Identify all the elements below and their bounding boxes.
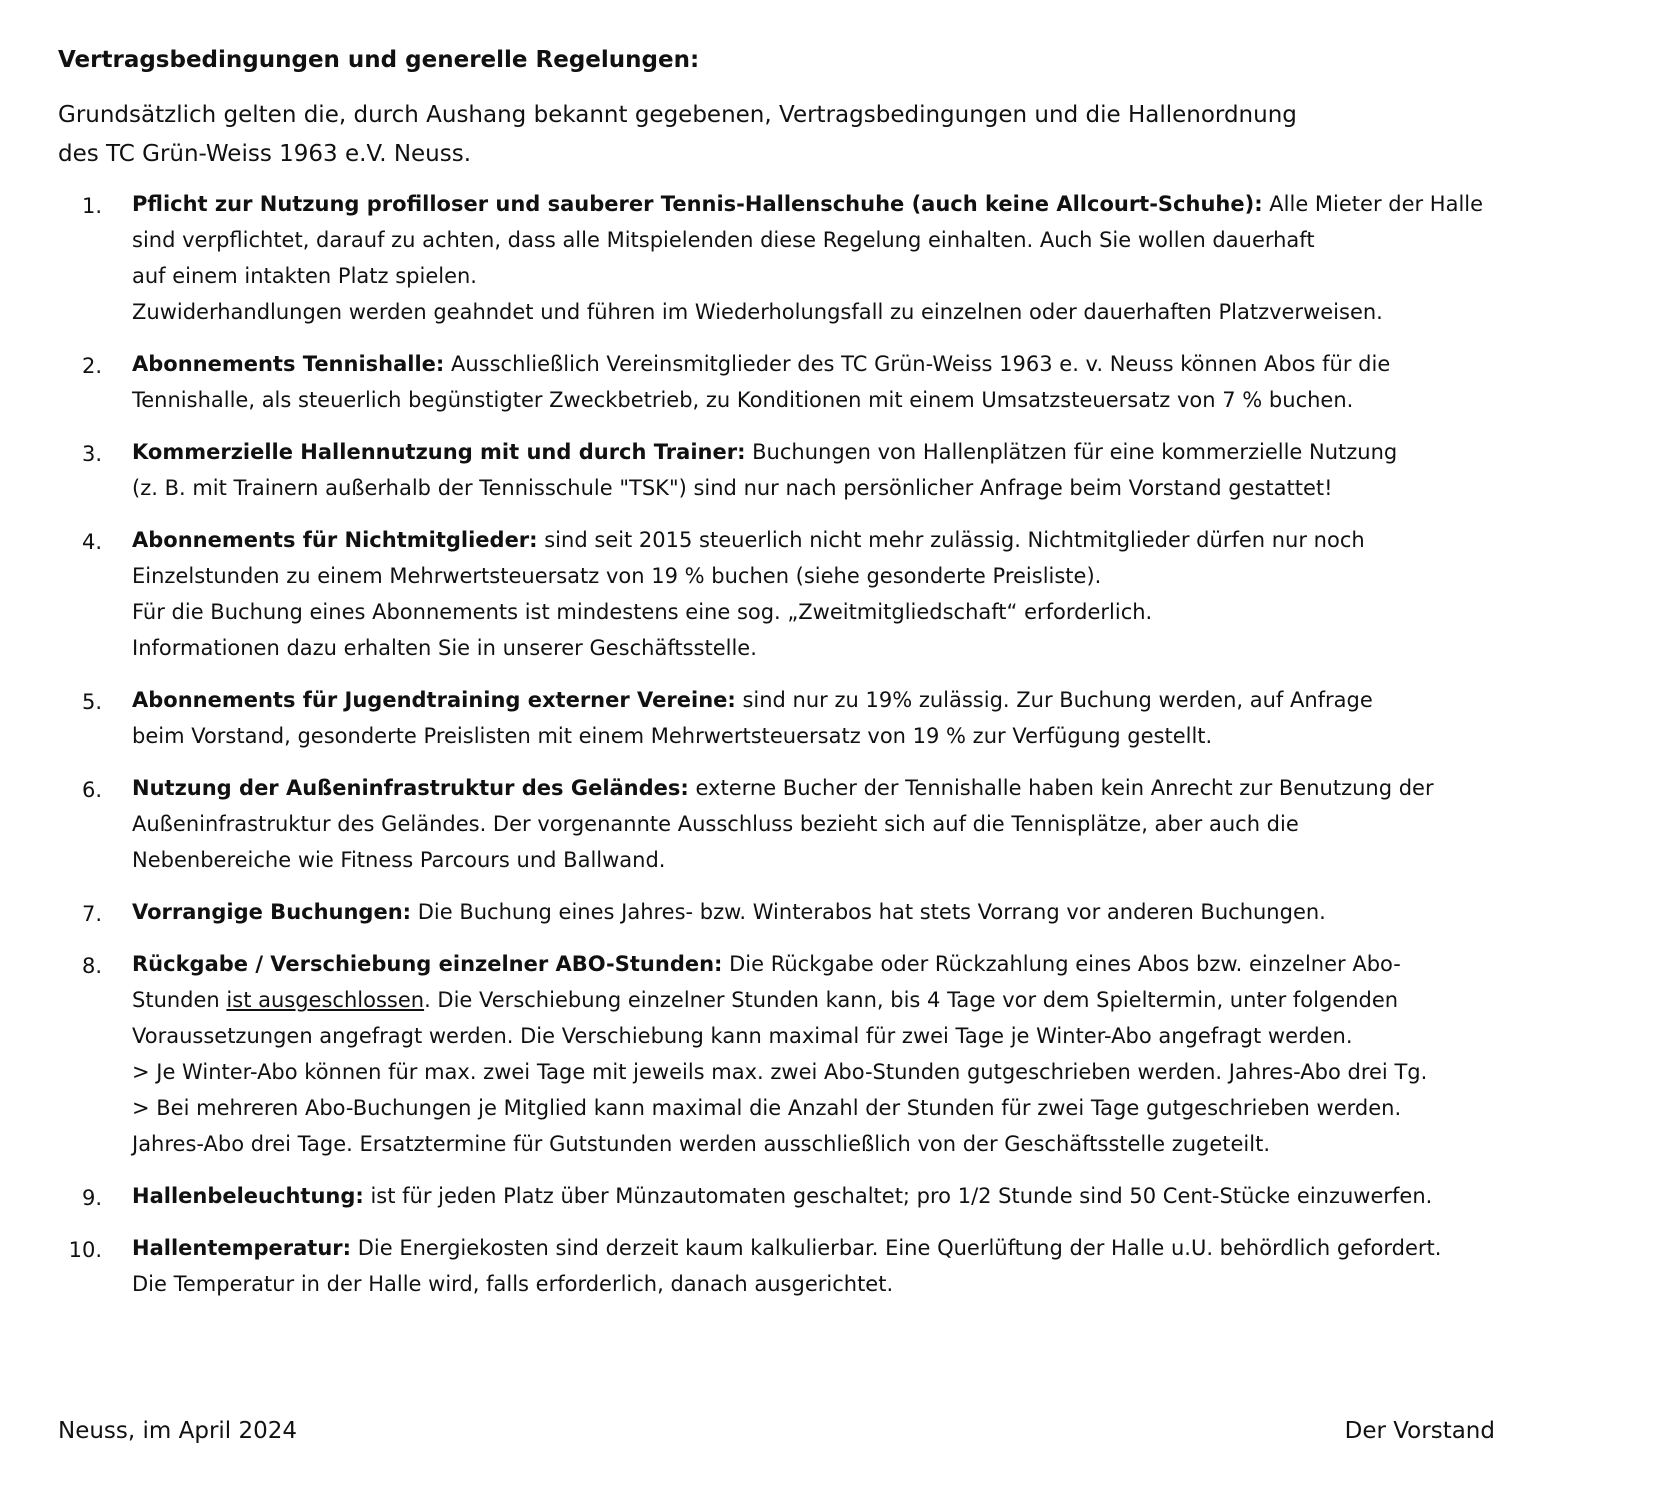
rule-line (132, 894, 1618, 930)
rule-item (58, 1230, 1618, 1302)
rule-number: 9. (81, 1186, 102, 1211)
rule-number: 7. (81, 902, 102, 927)
intro-line: des TC Grün-Weiss 1963 e.V. Neuss. (58, 140, 472, 167)
rule-line (132, 346, 1618, 382)
rule-item (58, 894, 1618, 930)
rule-title: Hallentemperatur: (132, 1236, 352, 1261)
rule-line: (z. B. mit Trainern außerhalb der Tennisschule "TSK") sind nur nach persönlicher Anfrage beim Vorstand gestattet! (132, 476, 1333, 501)
rule-title: Abonnements für Nichtmitglieder: (132, 528, 538, 553)
rule-text: Stunden (132, 988, 227, 1013)
rule-line: Jahres-Abo drei Tage. Ersatztermine für Gutstunden werden ausschließlich von der Geschäftsstelle zugeteilt. (132, 1132, 1271, 1157)
rules-list (58, 186, 1618, 1302)
rule-text: ist für jeden Platz über Münzautomaten geschaltet; pro 1/2 Stunde sind 50 Cent-Stücke einzuwerfen. (363, 1184, 1433, 1209)
rule-text: Die Buchung eines Jahres- bzw. Winterabos hat stets Vorrang vor anderen Buchungen. (411, 900, 1326, 925)
rule-text: externe Bucher der Tennishalle haben kein Anrecht zur Benutzung der (688, 776, 1434, 801)
rule-line: > Je Winter-Abo können für max. zwei Tage mit jeweils max. zwei Abo-Stunden gutgeschrieben werden. Jahres-Abo drei Tg. (132, 1060, 1428, 1085)
rule-text: Die Energiekosten sind derzeit kaum kalkulierbar. Eine Querlüftung der Halle u.U. behördlich gefordert. (351, 1236, 1442, 1261)
rule-line: Nebenbereiche wie Fitness Parcours und Ballwand. (132, 848, 666, 873)
rule-line (132, 522, 1618, 558)
rule-item (58, 186, 1618, 330)
rule-item (58, 434, 1618, 506)
rule-line (132, 186, 1618, 222)
rule-line: Voraussetzungen angefragt werden. Die Verschiebung kann maximal für zwei Tage je Winter-Abo angefragt werden. (132, 1024, 1353, 1049)
rule-title: Kommerzielle Hallennutzung mit und durch Trainer: (132, 440, 746, 465)
rule-line (132, 682, 1618, 718)
rule-line: Außeninfrastruktur des Geländes. Der vorgenannte Ausschluss bezieht sich auf die Tennisplätze, aber auch die (132, 812, 1299, 837)
rule-item (58, 522, 1618, 666)
rule-item (58, 1178, 1618, 1214)
intro-paragraph (58, 96, 1618, 174)
rule-text: . Die Verschiebung einzelner Stunden kann, bis 4 Tage vor dem Spieltermin, unter folgenden (424, 988, 1399, 1013)
document-page (58, 46, 1618, 1318)
rule-title: Vorrangige Buchungen: (132, 900, 412, 925)
rule-line (132, 434, 1618, 470)
place-date: Neuss, im April 2024 (58, 1418, 298, 1444)
rule-text: Die Rückgabe oder Rückzahlung eines Abos bzw. einzelner Abo- (722, 952, 1401, 977)
rule-number: 4. (81, 530, 102, 555)
rule-number: 8. (81, 954, 102, 979)
rule-line (132, 1178, 1618, 1214)
rule-line: Zuwiderhandlungen werden geahndet und führen im Wiederholungsfall zu einzelnen oder dauerhaften Platzverweisen. (132, 300, 1383, 325)
rule-line: sind verpflichtet, darauf zu achten, dass alle Mitspielenden diese Regelung einhalten. Auch Sie wollen dauerhaft (132, 228, 1315, 253)
rule-line: Einzelstunden zu einem Mehrwertsteuersatz von 19 % buchen (siehe gesonderte Preisliste). (132, 564, 1102, 589)
rule-item (58, 346, 1618, 418)
rule-number: 1. (81, 194, 102, 219)
rule-line: Die Temperatur in der Halle wird, falls erforderlich, danach ausgerichtet. (132, 1272, 894, 1297)
rule-line: > Bei mehreren Abo-Buchungen je Mitglied kann maximal die Anzahl der Stunden für zwei Tage gutgeschrieben werden. (132, 1096, 1402, 1121)
rule-text: sind nur zu 19% zulässig. Zur Buchung werden, auf Anfrage (735, 688, 1373, 713)
rule-number: 2. (81, 354, 102, 379)
rule-item (58, 770, 1618, 878)
rule-text: sind seit 2015 steuerlich nicht mehr zulässig. Nichtmitglieder dürfen nur noch (537, 528, 1365, 553)
rule-title: Pflicht zur Nutzung profilloser und sauberer Tennis-Hallenschuhe (auch keine Allcourt-Schuhe): (132, 192, 1263, 217)
signature: Der Vorstand (1344, 1418, 1495, 1444)
rule-item (58, 682, 1618, 754)
rule-title: Nutzung der Außeninfrastruktur des Geländes: (132, 776, 689, 801)
underlined-text: ist ausgeschlossen (226, 988, 425, 1013)
rule-line: Für die Buchung eines Abonnements ist mindestens eine sog. „Zweitmitgliedschaft“ erforderlich. (132, 600, 1153, 625)
rule-number: 3. (81, 442, 102, 467)
rule-line (132, 946, 1618, 982)
rule-text: Alle Mieter der Halle (1262, 192, 1484, 217)
rule-text: Buchungen von Hallenplätzen für eine kommerzielle Nutzung (745, 440, 1398, 465)
rule-title: Rückgabe / Verschiebung einzelner ABO-Stunden: (132, 952, 723, 977)
rule-title: Hallenbeleuchtung: (132, 1184, 364, 1209)
rule-line (132, 1230, 1618, 1266)
document-heading: Vertragsbedingungen und generelle Regelungen: (58, 47, 700, 73)
rule-line (132, 982, 1618, 1018)
rule-text: Ausschließlich Vereinsmitglieder des TC Grün-Weiss 1963 e. v. Neuss können Abos für die (444, 352, 1391, 377)
rule-line: auf einem intakten Platz spielen. (132, 264, 477, 289)
rule-line (132, 770, 1618, 806)
rule-title: Abonnements Tennishalle: (132, 352, 445, 377)
rule-number: 10. (68, 1238, 102, 1263)
rule-number: 6. (81, 778, 102, 803)
rule-line: Tennishalle, als steuerlich begünstigter Zweckbetrieb, zu Konditionen mit einem Umsatzsteuersatz von 7 % buchen. (132, 388, 1354, 413)
rule-line: beim Vorstand, gesonderte Preislisten mit einem Mehrwertsteuersatz von 19 % zur Verfügung gestellt. (132, 724, 1213, 749)
intro-line: Grundsätzlich gelten die, durch Aushang bekannt gegebenen, Vertragsbedingungen und die Hallenordnung (58, 101, 1297, 128)
rule-number: 5. (81, 690, 102, 715)
rule-title: Abonnements für Jugendtraining externer Vereine: (132, 688, 736, 713)
rule-item (58, 946, 1618, 1162)
rule-line: Informationen dazu erhalten Sie in unserer Geschäftsstelle. (132, 636, 757, 661)
